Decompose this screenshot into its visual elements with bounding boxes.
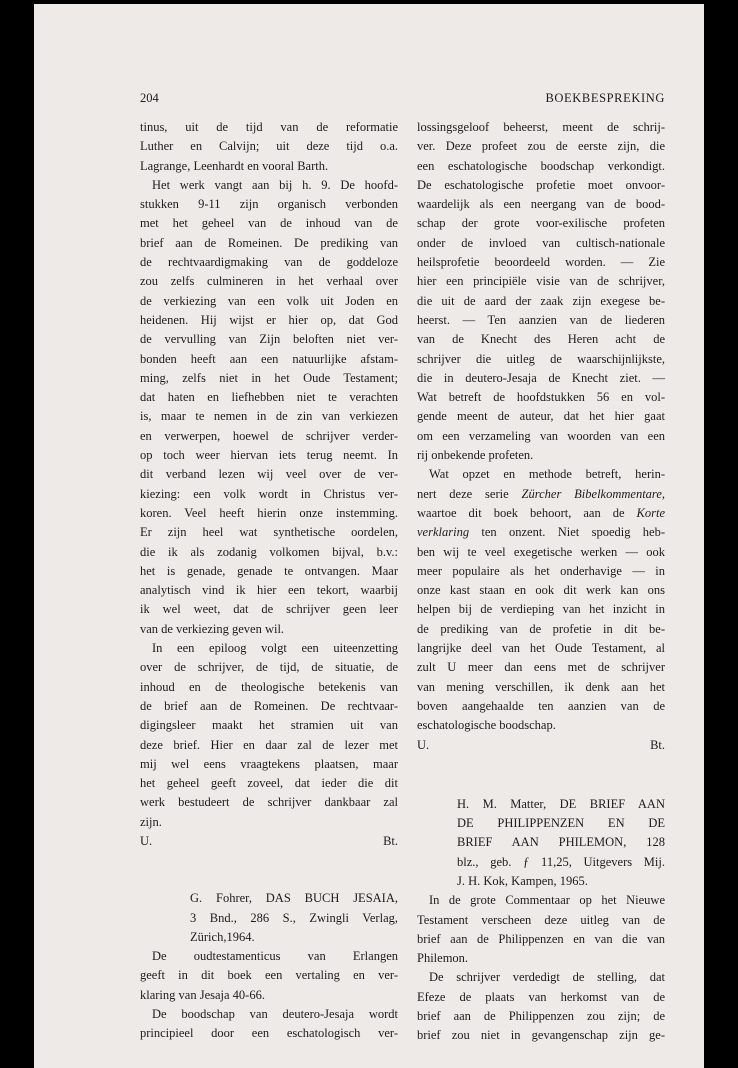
paragraph [140,1005,398,1044]
text-line: onze kast staan en ook dit werk kan ons [417,583,665,598]
review-heading [140,889,398,947]
text-line: In een epiloog volgt een uiteenzetting [152,641,398,656]
text-line: Testament verscheen deze uitleg van de [417,912,665,927]
text-line: dat haten en liefhebben niet te verachten [140,390,398,405]
scan-mark [724,2,731,10]
text-line: hier een principiële visie van de schrijver, [417,274,665,289]
text-line: brief zou niet in gevangenschap zijn ge- [417,1028,665,1043]
text-line: Philemon. [417,951,469,966]
text-line: helpen bij de verdieping van het inzicht in [417,602,665,617]
text-line: de verkiezing van een volk uit Joden en [140,293,398,308]
text-line: Wat betreft de hoofdstukken 56 en vol- [417,390,665,405]
right-column [417,118,665,1046]
text-line: brief aan de Philippenzen en van die van [417,931,665,946]
text-line: klaring van Jesaja 40-66. [140,987,265,1002]
text-line: om een verzameling van woorden van een [417,428,665,443]
text-line: J. H. Kok, Kampen, 1965. [457,873,588,888]
text-line: zult U meer dan eens met de schrijver [417,660,665,675]
running-title: BOEKBESPREKING [545,91,665,105]
review-heading [417,795,665,891]
text-line: meer populaire als het onderhavige — in [417,563,665,578]
text-line: blz., geb. ƒ 11,25, Uitgevers Mij. [457,854,665,869]
text-line: langrijke deel van het Oude Testament, al [417,641,665,656]
text-line: schrijver die uitleg de waarschijnlijkste, [417,351,665,366]
text-line: brief aan de Philippenzen zou zijn; de [417,1009,665,1024]
text-line: de brief aan de Romeinen. De rechtvaar- [140,698,398,713]
text-line: onder de invloed van cultisch-nationale [417,235,665,250]
text-line: H. M. Matter, DE BRIEF AAN [457,796,665,811]
text-line: 3 Bnd., 286 S., Zwingli Verlag, [190,910,398,925]
text-line: ben wij te veel exegetische werken — ook [417,544,665,559]
text-line: is, maar te nemen in de zin van verkiezen [140,409,398,424]
paragraph [140,176,398,639]
text-line: DE PHILIPPENZEN EN DE [457,816,665,831]
text-line: Efeze de plaats van herkomst van de [417,989,665,1004]
text-line: mij wel eens vraagtekens plaatsen, maar [140,756,398,771]
series-title: Zürcher Bibelkommentare, [521,486,665,501]
text-line: een eschatologische boodschap verkondigt. [417,158,665,173]
text-line: Er zijn heel wat synthetische oordelen, [140,525,398,540]
text-line: gende meent de auteur, dat het hier gaat [417,409,665,424]
series-title: verklaring [417,525,470,540]
text-line: rij onbekende profeten. [417,448,534,463]
signature: U. Bt. [140,833,398,848]
text-line: koren. Veel heeft hierin onze instemming. [140,505,398,520]
text-line: boven aangehaalde ten aanzien van de [417,698,665,713]
paragraph: tinus, uit de tijd van de reformatie Luther en Calvijn; uit deze tijd o.a. Lagrange, Leenhardt en vooral Barth. [140,120,398,173]
paragraph [417,968,665,1045]
text-line: waardelijk als een neergang van de bood- [417,197,665,212]
text-line: de prediking van de profetie in dit be- [417,621,665,636]
text-line: die in deutero-Jesaja de Knecht ziet. — [417,370,665,385]
text-line: van de Knecht des Heren acht de [417,332,665,347]
text-line: bonden heeft aan een natuurlijke afstam- [140,351,398,366]
text-line: brief aan de Romeinen. De prediking van [140,235,398,250]
text-line: eschatologische boodschap. [417,718,556,733]
series-title: Korte [636,505,665,520]
text-line: analytisch vind ik hier een tekort, waarbij [140,583,398,598]
paragraph [140,639,398,832]
text-line: op toch weer hiervan iets terug neemt. In [140,448,398,463]
text-line: schap der grote voor-exilische profeten [417,216,665,231]
text-line: digingsleer maakt het stramien uit van [140,718,398,733]
text-line: van mening verschillen, ik denk aan het [417,679,665,694]
text-line: dit verband lezen wij veel over de ver- [140,467,398,482]
text-line: zijn. [140,814,162,829]
text-line: deze brief. Hier en daar zal de lezer met [140,737,398,752]
text-line: G. Fohrer, DAS BUCH JESAIA, [190,891,398,906]
text-line: principieel door een eschatologisch ver- [140,1026,398,1041]
text-line: werk bestudeert de schrijver dankbaar zal [140,795,398,810]
text-line: lossingsgeloof beheerst, meent de schrij- [417,120,665,134]
text-line: inhoud en de theologische betekenis van [140,679,398,694]
paragraph [417,891,665,968]
text-line: heilsprofetie beoordeeld worden. — Zie [417,255,665,270]
text-line: de rechtvaardigmaking van de goddeloze [140,255,398,270]
text-line: het geheel geeft zoveel, dat ieder die dit [140,776,398,791]
text-line: met het geheel van de inhoud van de [140,216,398,231]
text-line: en verwerpen, hoewel de schrijver verder- [140,428,398,443]
text-line: De schrijver verdedigt de stelling, dat [429,970,665,985]
text-line: van de verkiezing geven wil. [140,621,285,636]
text-line: geeft in dit boek een vertaling en ver- [140,968,398,983]
text-line: De eschatologische profetie moet onvoor- [417,177,665,192]
text-line: de vervulling van Zijn beloften niet ver- [140,332,398,347]
text-line: Het werk vangt aan bij h. 9. De hoofd- [152,177,398,192]
text-line: heidenen. Hij wijst er hier op, dat God [140,312,398,327]
text-line: De boodschap van deutero-Jesaja wordt [152,1007,398,1022]
page-number: 204 [140,91,159,105]
text-line: die ik als zodanig volkomen bijval, b.v.: [140,544,398,559]
signature: U. Bt. [417,737,665,752]
text-line: In de grote Commentaar op het Nieuwe [429,893,665,908]
text-line: kiezing: een volk wordt in Christus ver- [140,486,398,501]
text-line: Zürich,1964. [190,929,255,944]
text-line: heerst. — Ten aanzien van de liederen [417,312,665,327]
paragraph [417,118,665,465]
text-line: zou zelfs culmineren in het verhaal over [140,274,398,289]
text-line: over de schrijver, de tijd, de situatie, de [140,660,398,675]
text-line: stukken 9-11 zijn organisch verbonden [140,197,398,212]
text-line: BRIEF AAN PHILEMON, 128 [457,835,665,850]
left-column [140,118,398,1044]
text-line: ver. Deze profeet zou de eerste zijn, die [417,139,665,154]
text-line: ik wel weet, dat de schrijver geen leer [140,602,398,617]
text-line: het is genade, genade te ontvangen. Maar [140,563,398,578]
paragraph [140,947,398,1005]
paragraph: Wat opzet en methode betreft, herin- nert deze serie Zürcher Bibelkommentare, waartoe dit boek behoort, aan de Korte verklaring ten onzent. Niet spoedig heb- ben wij te veel exegetische werken — ook meer populaire als het onderhavige — in onze kast staan en ook dit werk kan ons helpen bij de verdieping van het inzicht in de prediking van de profetie in dit be- langrijke deel van het Oude Testament, al zult U meer dan eens met de schrijver van mening verschillen, ik denk aan het boven aangehaalde ten aanzien van de eschatologische boodschap. [417,465,665,735]
text-line: ming, zelfs niet in het Oude Testament; [140,370,398,385]
text-line: De oudtestamenticus van Erlangen [152,949,398,964]
text-line: die uit de aard der zaak zijn exegese be- [417,293,665,308]
